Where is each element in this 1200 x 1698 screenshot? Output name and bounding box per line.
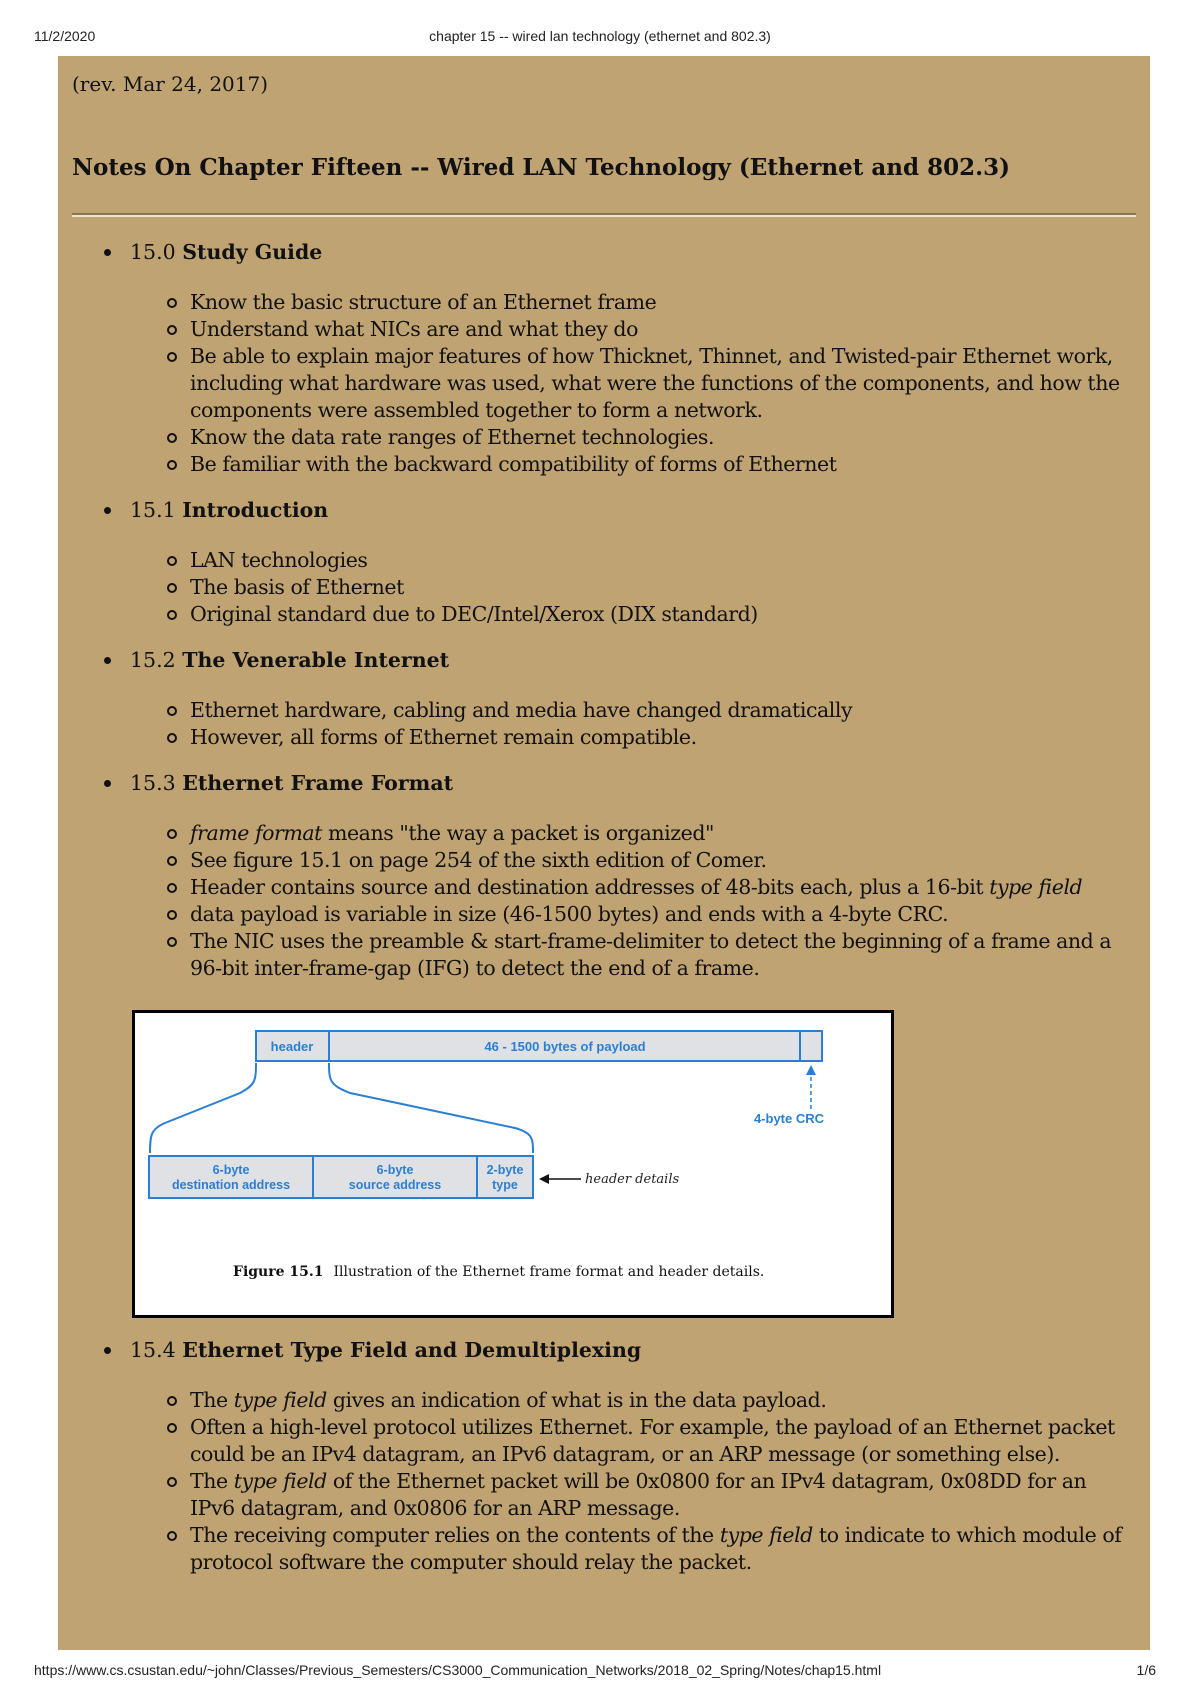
section-items <box>130 697 1150 751</box>
print-title: chapter 15 -- wired lan technology (ethernet and 802.3) <box>429 28 771 44</box>
list-item: However, all forms of Ethernet remain compatible. <box>190 724 1130 751</box>
list-item: Original standard due to DEC/Intel/Xerox (DIX standard) <box>190 601 1130 628</box>
section-15-2 <box>58 647 1150 751</box>
list-item: frame format means "the way a packet is organized" <box>190 820 1130 847</box>
section-items <box>130 547 1150 628</box>
list-item: Be able to explain major features of how Thicknet, Thinnet, and Twisted-pair Ethernet work, including what hardware was used, what were the functions of the components, and how the components were assembled together to form a network. <box>190 343 1130 424</box>
section-heading: 15.4 Ethernet Type Field and Demultiplexing <box>130 1337 1150 1364</box>
list-item: The NIC uses the preamble & start-frame-delimiter to detect the beginning of a frame and a 96-bit inter-frame-gap (IFG) to detect the end of a frame. <box>190 928 1130 982</box>
brace-right <box>329 1063 533 1153</box>
section-items <box>130 1387 1150 1576</box>
list-item: Often a high-level protocol utilizes Ethernet. For example, the payload of an Ethernet packet could be an IPv4 datagram, an IPv6 datagram, or an ARP message (or something else). <box>190 1414 1130 1468</box>
section-heading: 15.1 Introduction <box>130 497 1150 524</box>
print-footer <box>0 1662 1200 1682</box>
section-items <box>130 289 1150 478</box>
details-label: header details <box>585 1172 680 1187</box>
list-item: Ethernet hardware, cabling and media have changed dramatically <box>190 697 1130 724</box>
page-number: 1/6 <box>1136 1662 1156 1678</box>
page-title: Notes On Chapter Fifteen -- Wired LAN Technology (Ethernet and 802.3) <box>72 154 1011 181</box>
src-label-1: 6-byte <box>376 1163 414 1177</box>
list-item: The type field gives an indication of what is in the data payload. <box>190 1387 1130 1414</box>
section-heading: 15.0 Study Guide <box>130 239 1150 266</box>
print-header <box>0 28 1200 48</box>
section-15-4 <box>58 1337 1150 1576</box>
list-item: Know the data rate ranges of Ethernet technologies. <box>190 424 1130 451</box>
header-label: header <box>270 1039 314 1054</box>
crc-box <box>800 1031 822 1061</box>
print-url: https://www.cs.csustan.edu/~john/Classes/Previous_Semesters/CS3000_Communication_Networks/2018_02_Spring/Notes/chap15.html <box>34 1662 882 1678</box>
list-item: The receiving computer relies on the contents of the type field to indicate to which module of protocol software the computer should relay the packet. <box>190 1522 1130 1576</box>
revision-date: (rev. Mar 24, 2017) <box>72 72 269 96</box>
list-item: LAN technologies <box>190 547 1130 574</box>
brace-left <box>150 1063 256 1153</box>
dest-label-1: 6-byte <box>212 1163 250 1177</box>
list-item: See figure 15.1 on page 254 of the sixth edition of Comer. <box>190 847 1130 874</box>
title-divider <box>72 213 1136 217</box>
print-date: 11/2/2020 <box>34 28 96 44</box>
list-item: Know the basic structure of an Ethernet frame <box>190 289 1130 316</box>
dest-label-2: destination address <box>171 1178 291 1192</box>
section-15-3 <box>58 770 1150 1318</box>
section-15-0 <box>58 239 1150 478</box>
crc-label: 4-byte CRC <box>753 1111 825 1126</box>
section-15-1 <box>58 497 1150 628</box>
list-item: data payload is variable in size (46-1500 bytes) and ends with a 4-byte CRC. <box>190 901 1130 928</box>
list-item: Understand what NICs are and what they do <box>190 316 1130 343</box>
figure-caption: Figure 15.1 Illustration of the Ethernet frame format and header details. <box>233 1264 765 1280</box>
type-label-1: 2-byte <box>486 1163 524 1177</box>
sections-list <box>58 239 1150 1595</box>
document-content <box>58 56 1150 1650</box>
list-item: Header contains source and destination addresses of 48-bits each, plus a 16-bit type field <box>190 874 1130 901</box>
figure-ethernet-frame <box>132 1010 894 1318</box>
payload-label: 46 - 1500 bytes of payload <box>484 1039 646 1054</box>
frame-diagram <box>135 1013 891 1315</box>
list-item: The type field of the Ethernet packet will be 0x0800 for an IPv4 datagram, 0x08DD for an IPv6 datagram, and 0x0806 for an ARP message. <box>190 1468 1130 1522</box>
src-label-2: source address <box>348 1178 442 1192</box>
type-label-2: type <box>492 1178 518 1192</box>
list-item: The basis of Ethernet <box>190 574 1130 601</box>
section-heading: 15.2 The Venerable Internet <box>130 647 1150 674</box>
section-heading: 15.3 Ethernet Frame Format <box>130 770 1150 797</box>
crc-arrowhead <box>806 1065 816 1075</box>
details-arrowhead <box>539 1174 549 1184</box>
list-item: Be familiar with the backward compatibility of forms of Ethernet <box>190 451 1130 478</box>
section-items <box>130 820 1150 982</box>
